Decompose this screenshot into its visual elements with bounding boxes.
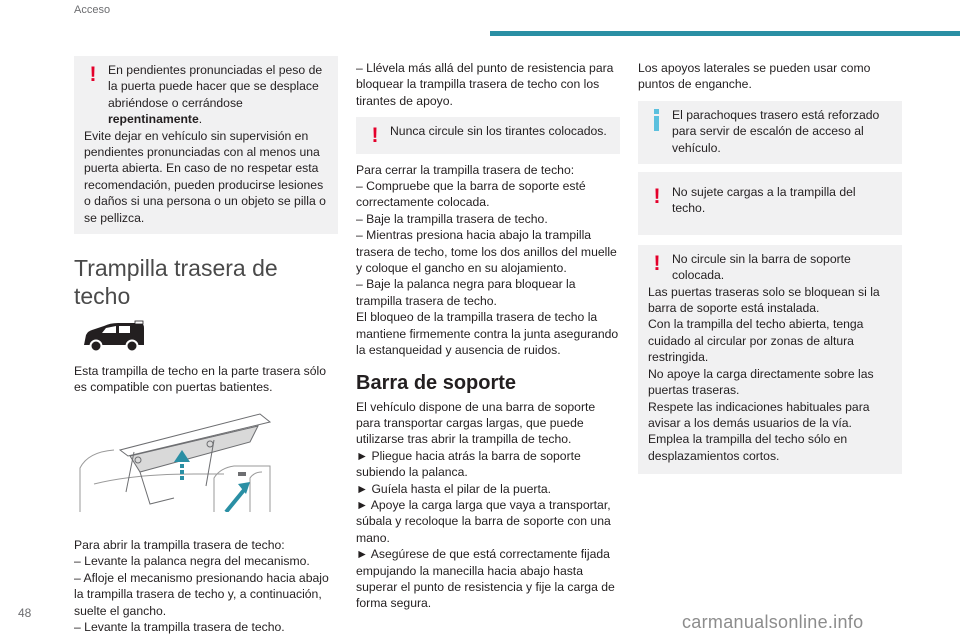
support-bar-title: Barra de soporte: [356, 371, 517, 394]
side-supports-intro: Los apoyos laterales se pueden usar como puntos de enganche.: [638, 61, 871, 92]
warning-line: Las puertas traseras solo se bloquean si la barra de soporte está instalada.: [648, 284, 880, 316]
close-steps: [356, 162, 620, 359]
warning-box-head: [648, 184, 892, 217]
warning-exclamation-icon: !: [653, 251, 661, 275]
warning-exclamation-icon: !: [89, 63, 97, 86]
column-2: [356, 56, 620, 612]
close-step: – Baje la trampilla trasera de techo.: [356, 211, 548, 226]
open-step: – Levante la palanca negra del mecanismo.: [74, 554, 310, 569]
watermark: carmanualsonline.info: [682, 612, 864, 632]
warning-text: Nunca circule sin los tirantes colocados.: [390, 124, 607, 139]
warning-box-head: [648, 251, 892, 284]
warning-line: No apoye la carga directamente sobre las puertas traseras.: [648, 366, 874, 398]
info-icon: [652, 109, 662, 131]
support-bar-text: [356, 399, 620, 612]
info-box-bumper: [638, 101, 902, 164]
header-accent-bar: [490, 31, 960, 36]
warning-box-loads: [638, 172, 902, 235]
warning-text: En pendientes pronunciadas el peso de la puerta puede hacer que se desplace abriéndose o cerrándose repentinamente.: [108, 63, 323, 127]
support-bar-paragraph: ► Asegúrese de que está correctamente fijada empujando la manecilla hacia abajo hasta superar el punto de resistencia y fije la carga de forma segura.: [356, 547, 615, 611]
close-step: – Compruebe que la barra de soporte esté correctamente colocada.: [356, 179, 586, 210]
close-step: Para cerrar la trampilla trasera de techo:: [356, 162, 575, 177]
open-step: – Afloje el mecanismo presionando hacia abajo la trampilla trasera de techo y, a continuación, suelte el gancho.: [74, 570, 329, 618]
warning-line: Con la trampilla del techo abierta, tenga cuidado al circular por zonas de altura restringida.: [648, 317, 864, 365]
column-1: [74, 56, 338, 635]
warning-line: Emplea la trampilla del techo sólo en desplazamientos cortos.: [648, 432, 848, 463]
warning-text: No sujete cargas a la trampilla del techo.: [672, 185, 856, 216]
open-step: Para abrir la trampilla trasera de techo:: [74, 537, 285, 552]
support-bar-paragraph: ► Apoye la carga larga que vaya a transportar, súbala y recoloque la barra de soporte con una mano.: [356, 497, 611, 545]
warning-text: No circule sin la barra de soporte colocada.: [672, 251, 851, 283]
page-number: 48: [18, 606, 32, 620]
warning-text-rest: Evite dejar en vehículo sin supervisión en pendientes pronunciadas con al menos una puerta abierta. En caso de no respetar esta recomendación, pueden producirse lesiones o daños si una persona o un objeto se pilla o se pellizca.: [84, 128, 326, 225]
column-3: [638, 56, 902, 474]
warning-exclamation-icon: !: [653, 185, 661, 209]
warning-box-straps: [356, 117, 620, 153]
hatch-intro: Esta trampilla de techo en la parte trasera sólo es compatible con puertas batientes.: [74, 364, 327, 395]
warning-box-slope: [74, 56, 338, 234]
running-header: Acceso: [74, 4, 111, 16]
warning-box-head: [366, 123, 610, 148]
open-step: – Levante la trampilla trasera de techo.: [74, 619, 285, 634]
warning-line: Respete las indicaciones habituales para avisar a los demás usuarios de la vía.: [648, 399, 870, 430]
close-step: – Baje la palanca negra para bloquear la trampilla trasera de techo.: [356, 277, 576, 308]
support-bar-paragraph: ► Guíela hasta el pilar de la puerta.: [356, 481, 551, 496]
warning-box-head: [84, 62, 328, 128]
info-box-head: [648, 107, 892, 156]
warning-box-support-bar: [638, 245, 902, 474]
open-steps: [74, 537, 338, 635]
info-text: El parachoques trasero está reforzado para servir de escalón de acceso al vehículo.: [672, 107, 880, 155]
roof-hatch-illustration: [74, 412, 274, 512]
open-step-continued: – Llévela más allá del punto de resistencia para bloquear la trampilla trasera de techo con los tirantes de apoyo.: [356, 61, 614, 108]
warning-exclamation-icon: !: [371, 124, 379, 148]
van-silhouette-icon: [82, 320, 146, 354]
support-bar-paragraph: ► Pliegue hacia atrás la barra de soporte subiendo la palanca.: [356, 448, 581, 480]
close-step: El bloqueo de la trampilla trasera de techo la mantiene firmemente contra la junta asegurando la estanqueidad y ausencia de ruidos.: [356, 310, 619, 358]
support-bar-paragraph: El vehículo dispone de una barra de soporte para transportar cargas largas, que puede utilizarse tras abrir la trampilla de techo.: [356, 399, 596, 447]
section-title: Trampilla trasera de techo: [74, 255, 278, 310]
close-step: – Mientras presiona hacia abajo la trampilla trasera de techo, tome los dos anillos del muelle y coloque el gancho en su alojamiento.: [356, 228, 617, 276]
